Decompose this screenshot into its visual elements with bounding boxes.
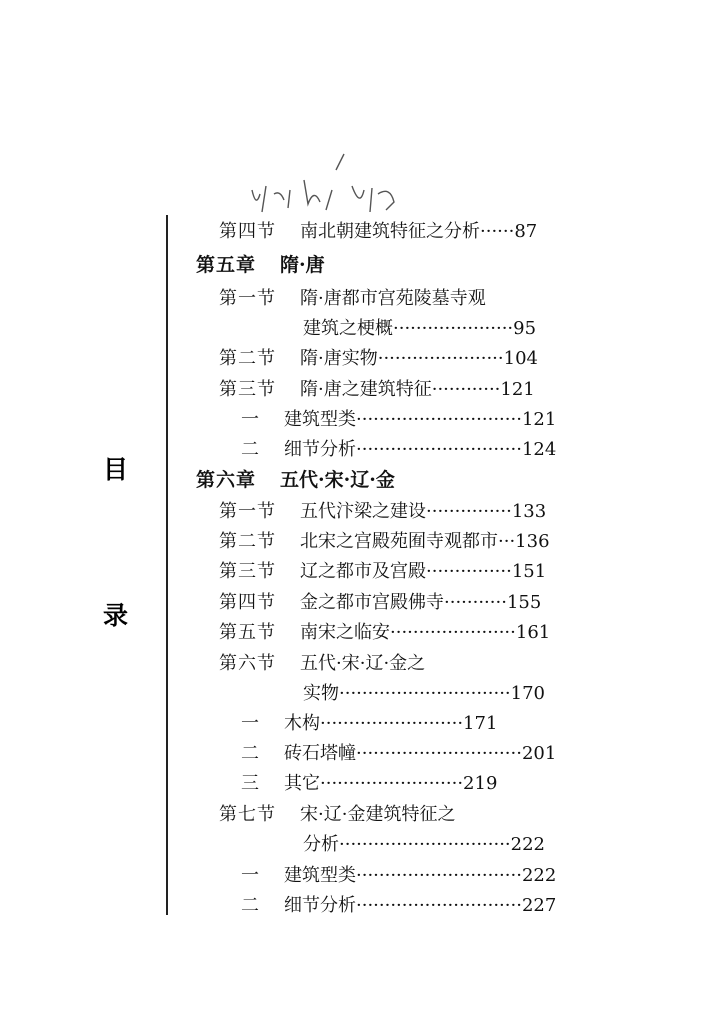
- page-number: 222: [521, 865, 557, 886]
- entry-title: 隋·唐之建筑特征: [300, 379, 432, 400]
- page-number: 87: [514, 221, 538, 242]
- entry-number: 二: [241, 439, 260, 460]
- entry-number: 二: [241, 895, 260, 916]
- page-number: 219: [463, 773, 498, 794]
- toc-entry: [241, 438, 556, 462]
- toc-entry: [241, 742, 556, 766]
- page-number: 222: [510, 834, 546, 855]
- entry-number: 三: [241, 773, 260, 794]
- page-number: 227: [521, 895, 557, 916]
- leader-dots: ·························: [320, 773, 464, 794]
- page-number: 171: [463, 713, 498, 734]
- toc-entry: [241, 408, 556, 432]
- page-number: 104: [503, 348, 538, 369]
- entry-number: 第一节: [219, 501, 276, 522]
- toc-entry: [219, 803, 455, 827]
- entry-title: 金之都市宫殿佛寺: [300, 592, 444, 613]
- leader-dots: ············: [431, 379, 501, 400]
- leader-dots: ···············: [426, 561, 512, 582]
- entry-title: 南北朝建筑特征之分析: [300, 221, 480, 242]
- entry-title: 五代汴梁之建设: [300, 501, 426, 522]
- entry-title: 辽之都市及宫殿: [300, 561, 426, 582]
- entry-title: 隋·唐实物: [300, 348, 378, 369]
- entry-number: 第三节: [219, 379, 276, 400]
- entry-title: 建筑之梗概: [303, 318, 393, 339]
- toc-entry: [219, 530, 550, 554]
- page-number: 201: [521, 743, 557, 764]
- toc-heading-lu: 录: [103, 601, 129, 630]
- leader-dots: ·····························: [356, 743, 522, 764]
- page-number: 161: [515, 622, 551, 643]
- entry-title: 建筑型类: [284, 865, 356, 886]
- toc-chapter: [196, 253, 325, 277]
- leader-dots: ·····························: [356, 865, 522, 886]
- leader-dots: ···········: [444, 592, 507, 613]
- toc-entry: [241, 894, 556, 918]
- entry-title: 细节分析: [284, 895, 356, 916]
- entry-number: 二: [241, 743, 260, 764]
- entry-title: 其它: [284, 773, 320, 794]
- leader-dots: ·····························: [356, 409, 522, 430]
- toc-entry: [219, 621, 550, 645]
- toc-chapter: [196, 468, 395, 492]
- entry-title: 建筑型类: [284, 409, 356, 430]
- leader-dots: ······················: [377, 348, 504, 369]
- entry-number: 一: [241, 713, 260, 734]
- entry-title: 隋·唐: [280, 254, 325, 276]
- toc-entry: [219, 652, 425, 676]
- entry-title: 砖石塔幢: [284, 743, 356, 764]
- margin-rule: [166, 215, 168, 915]
- toc-entry: [219, 560, 546, 584]
- toc-entry: [241, 864, 556, 888]
- leader-dots: ···············: [426, 501, 512, 522]
- toc-entry: [219, 500, 546, 524]
- page-number: 121: [521, 409, 557, 430]
- handwritten-note: [244, 150, 414, 220]
- page-number: 170: [510, 683, 546, 704]
- entry-number: 第三节: [219, 561, 276, 582]
- toc-entry: [219, 220, 537, 244]
- leader-dots: ·····························: [356, 439, 522, 460]
- entry-title: 细节分析: [284, 439, 356, 460]
- page-number: 136: [515, 531, 550, 552]
- toc-heading-mu: 目: [103, 455, 129, 484]
- leader-dots: ·························: [320, 713, 464, 734]
- page-number: 121: [500, 379, 535, 400]
- entry-number: 第二节: [219, 348, 276, 369]
- entry-number: 一: [241, 409, 260, 430]
- entry-number: 第五章: [196, 254, 257, 276]
- leader-dots: ···: [498, 531, 516, 552]
- leader-dots: ······: [480, 221, 515, 242]
- page-number: 95: [513, 318, 537, 339]
- leader-dots: ······················: [390, 622, 516, 643]
- page-number: 133: [511, 501, 547, 522]
- entry-number: 第五节: [219, 622, 276, 643]
- entry-number: 第六节: [219, 653, 276, 674]
- leader-dots: ·····························: [356, 895, 522, 916]
- leader-dots: ·····················: [393, 318, 514, 339]
- toc-entry: [241, 772, 497, 796]
- entry-title: 分析: [303, 834, 339, 855]
- leader-dots: ······························: [339, 834, 511, 855]
- toc-entry: [219, 347, 538, 371]
- entry-title: 木构: [284, 713, 320, 734]
- entry-number: 第六章: [196, 469, 257, 491]
- entry-title: 隋·唐都市宫苑陵墓寺观: [300, 288, 486, 309]
- entry-number: 第四节: [219, 592, 276, 613]
- entry-title: 实物: [303, 683, 339, 704]
- toc-entry: [241, 712, 497, 736]
- entry-number: 一: [241, 865, 260, 886]
- page-number: 124: [521, 439, 557, 460]
- entry-number: 第二节: [219, 531, 276, 552]
- entry-title: 五代·宋·辽·金: [280, 469, 395, 491]
- toc-entry: [219, 378, 535, 402]
- page-number: 155: [506, 592, 542, 613]
- entry-title: 北宋之宫殿苑囿寺观都市: [300, 531, 498, 552]
- toc-entry: [219, 591, 541, 615]
- entry-title: 五代·宋·辽·金之: [300, 653, 426, 674]
- page-number: 151: [511, 561, 547, 582]
- toc-entry: [303, 317, 536, 341]
- entry-number: 第七节: [219, 804, 276, 825]
- entry-number: 第四节: [219, 221, 276, 242]
- entry-title: 宋·辽·金建筑特征之: [300, 804, 456, 825]
- leader-dots: ······························: [339, 683, 511, 704]
- entry-title: 南宋之临安: [300, 622, 390, 643]
- toc-entry: [303, 833, 545, 857]
- toc-entry: [219, 287, 486, 311]
- entry-number: 第一节: [219, 288, 276, 309]
- toc-entry: [303, 682, 545, 706]
